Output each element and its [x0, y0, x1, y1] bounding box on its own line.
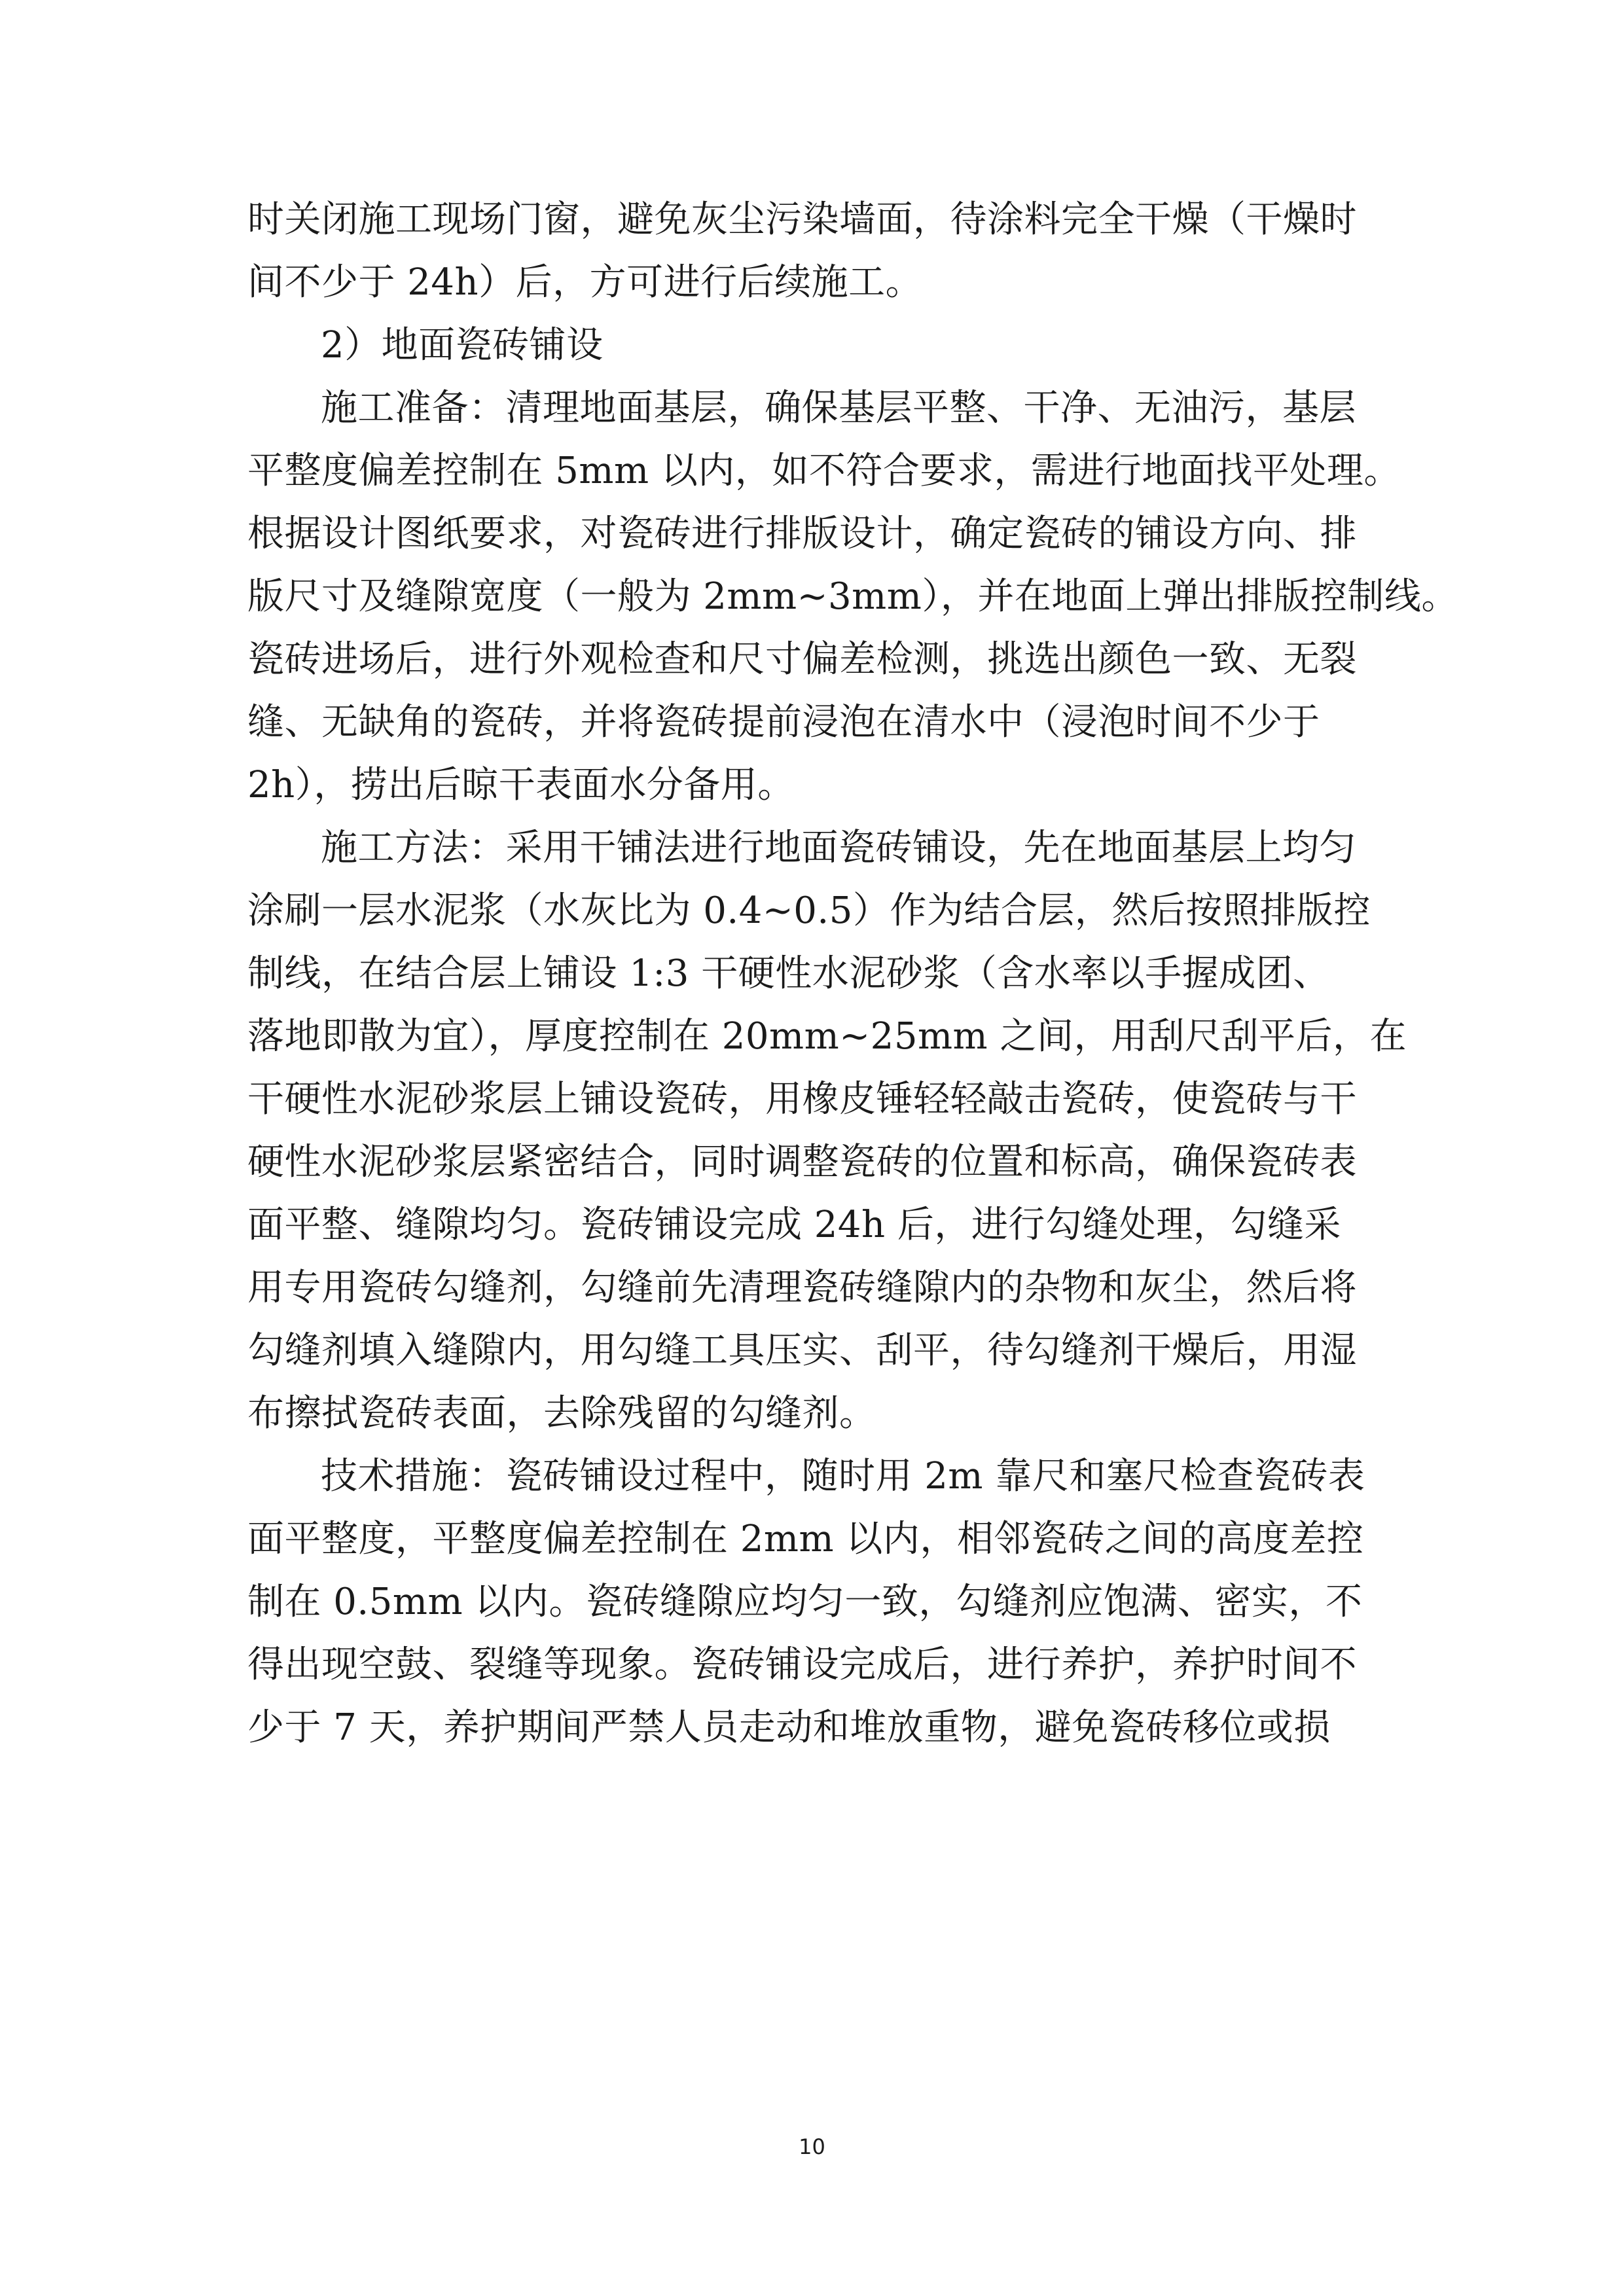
section-heading: 2）地面瓷砖铺设	[321, 324, 604, 367]
text-line: 版尺寸及缝隙宽度（一般为 2mm~3mm），并在地面上弹出排版控制线。	[247, 575, 1458, 618]
text-line: 制线，在结合层上铺设 1:3 干硬性水泥砂浆（含水率以手握成团、	[247, 952, 1330, 995]
text-line: 布擦拭瓷砖表面，去除残留的勾缝剂。	[247, 1392, 876, 1435]
text-line: 落地即散为宜），厚度控制在 20mm~25mm 之间，用刮尺刮平后，在	[247, 1015, 1407, 1058]
text-line: 制在 0.5mm 以内。瓷砖缝隙应均匀一致，勾缝剂应饱满、密实，不	[247, 1581, 1363, 1623]
text-line: 技术措施：瓷砖铺设过程中，随时用 2m 靠尺和塞尺检查瓷砖表	[321, 1455, 1365, 1498]
text-line: 平整度偏差控制在 5mm 以内，如不符合要求，需进行地面找平处理。	[247, 450, 1401, 492]
text-line: 少于 7 天，养护期间严禁人员走动和堆放重物，避免瓷砖移位或损	[247, 1706, 1331, 1749]
text-line: 面平整度，平整度偏差控制在 2mm 以内，相邻瓷砖之间的高度差控	[247, 1518, 1364, 1560]
text-line: 间不少于 24h）后，方可进行后续施工。	[247, 261, 923, 304]
text-line: 硬性水泥砂浆层紧密结合，同时调整瓷砖的位置和标高，确保瓷砖表	[247, 1141, 1357, 1183]
text-line: 面平整、缝隙均匀。瓷砖铺设完成 24h 后，进行勾缝处理，勾缝采	[247, 1204, 1341, 1246]
text-line: 用专用瓷砖勾缝剂，勾缝前先清理瓷砖缝隙内的杂物和灰尘，然后将	[247, 1266, 1357, 1309]
text-line: 2h），捞出后晾干表面水分备用。	[247, 764, 795, 806]
text-line: 施工准备：清理地面基层，确保基层平整、干净、无油污，基层	[321, 387, 1356, 429]
page-number: 10	[799, 2134, 825, 2159]
body-text	[247, 188, 1458, 1759]
text-line: 勾缝剂填入缝隙内，用勾缝工具压实、刮平，待勾缝剂干燥后，用湿	[247, 1329, 1357, 1372]
text-line: 涂刷一层水泥浆（水灰比为 0.4~0.5）作为结合层，然后按照排版控	[247, 889, 1371, 932]
text-line: 时关闭施工现场门窗，避免灰尘污染墙面，待涂料完全干燥（干燥时	[247, 198, 1357, 241]
text-line: 得出现空鼓、裂缝等现象。瓷砖铺设完成后，进行养护，养护时间不	[247, 1643, 1357, 1686]
text-line: 缝、无缺角的瓷砖，并将瓷砖提前浸泡在清水中（浸泡时间不少于	[247, 701, 1320, 744]
text-line: 干硬性水泥砂浆层上铺设瓷砖，用橡皮锤轻轻敲击瓷砖，使瓷砖与干	[247, 1078, 1357, 1121]
text-line: 根据设计图纸要求，对瓷砖进行排版设计，确定瓷砖的铺设方向、排	[247, 512, 1357, 555]
text-line: 瓷砖进场后，进行外观检查和尺寸偏差检测，挑选出颜色一致、无裂	[247, 638, 1357, 681]
text-line: 施工方法：采用干铺法进行地面瓷砖铺设，先在地面基层上均匀	[321, 827, 1356, 869]
